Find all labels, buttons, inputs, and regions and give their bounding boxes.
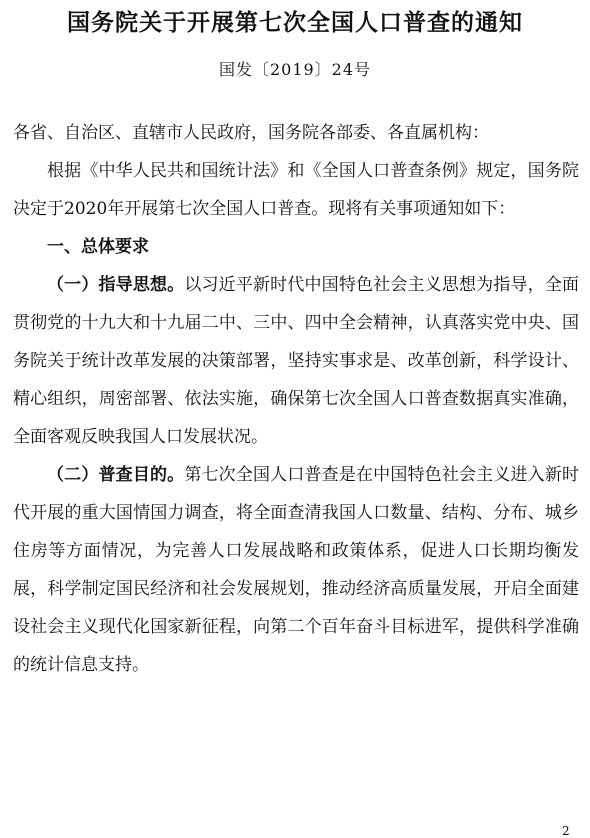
document-number: 国发〔2019〕24号 [218, 60, 372, 79]
addressee-line: 各省、自治区、直辖市人民政府，国务院各部委、各直属机构： [13, 123, 489, 143]
item-text: 第七次全国人口普查是在中国特色社会主义进入新时代开展的重大国情国力调查，将全面查清我国人口数量、结构、分布、城乡住房等方面情况，为完善人口发展战略和政策体系，促进人口长期均衡发展，科学制定国民经济和社会发展规划，推动经济高质量发展，开启全面建设社会主义现代化国家新征程，向第二个百年奋斗目标进军，提供科学准确的统计信息支持。 [13, 465, 580, 675]
document-body [13, 114, 579, 684]
section-heading: 一、总体要求 [47, 237, 149, 257]
page-number-fragment: 2 [562, 824, 570, 838]
intro-paragraph: 根据《中华人民共和国统计法》和《全国人口普查条例》规定，国务院决定于2020年开展第七次全国人口普查。现将有关事项通知如下： [13, 161, 579, 219]
item-text: 以习近平新时代中国特色社会主义思想为指导，全面贯彻党的十九大和十九届二中、三中、四中全会精神，认真落实党中央、国务院关于统计改革发展的决策部署，坚持实事求是、改革创新，科学设计、精心组织，周密部署、依法实施，确保第七次全国人口普查数据真实准确，全面客观反映我国人口发展状况。 [13, 275, 580, 447]
item-label: （二）普查目的。 [47, 465, 185, 485]
document-title: 国务院关于开展第七次全国人口普查的通知 [67, 9, 523, 36]
item-guiding-ideology [13, 266, 579, 456]
item-census-purpose [13, 456, 579, 684]
item-label: （一）指导思想。 [47, 275, 185, 295]
